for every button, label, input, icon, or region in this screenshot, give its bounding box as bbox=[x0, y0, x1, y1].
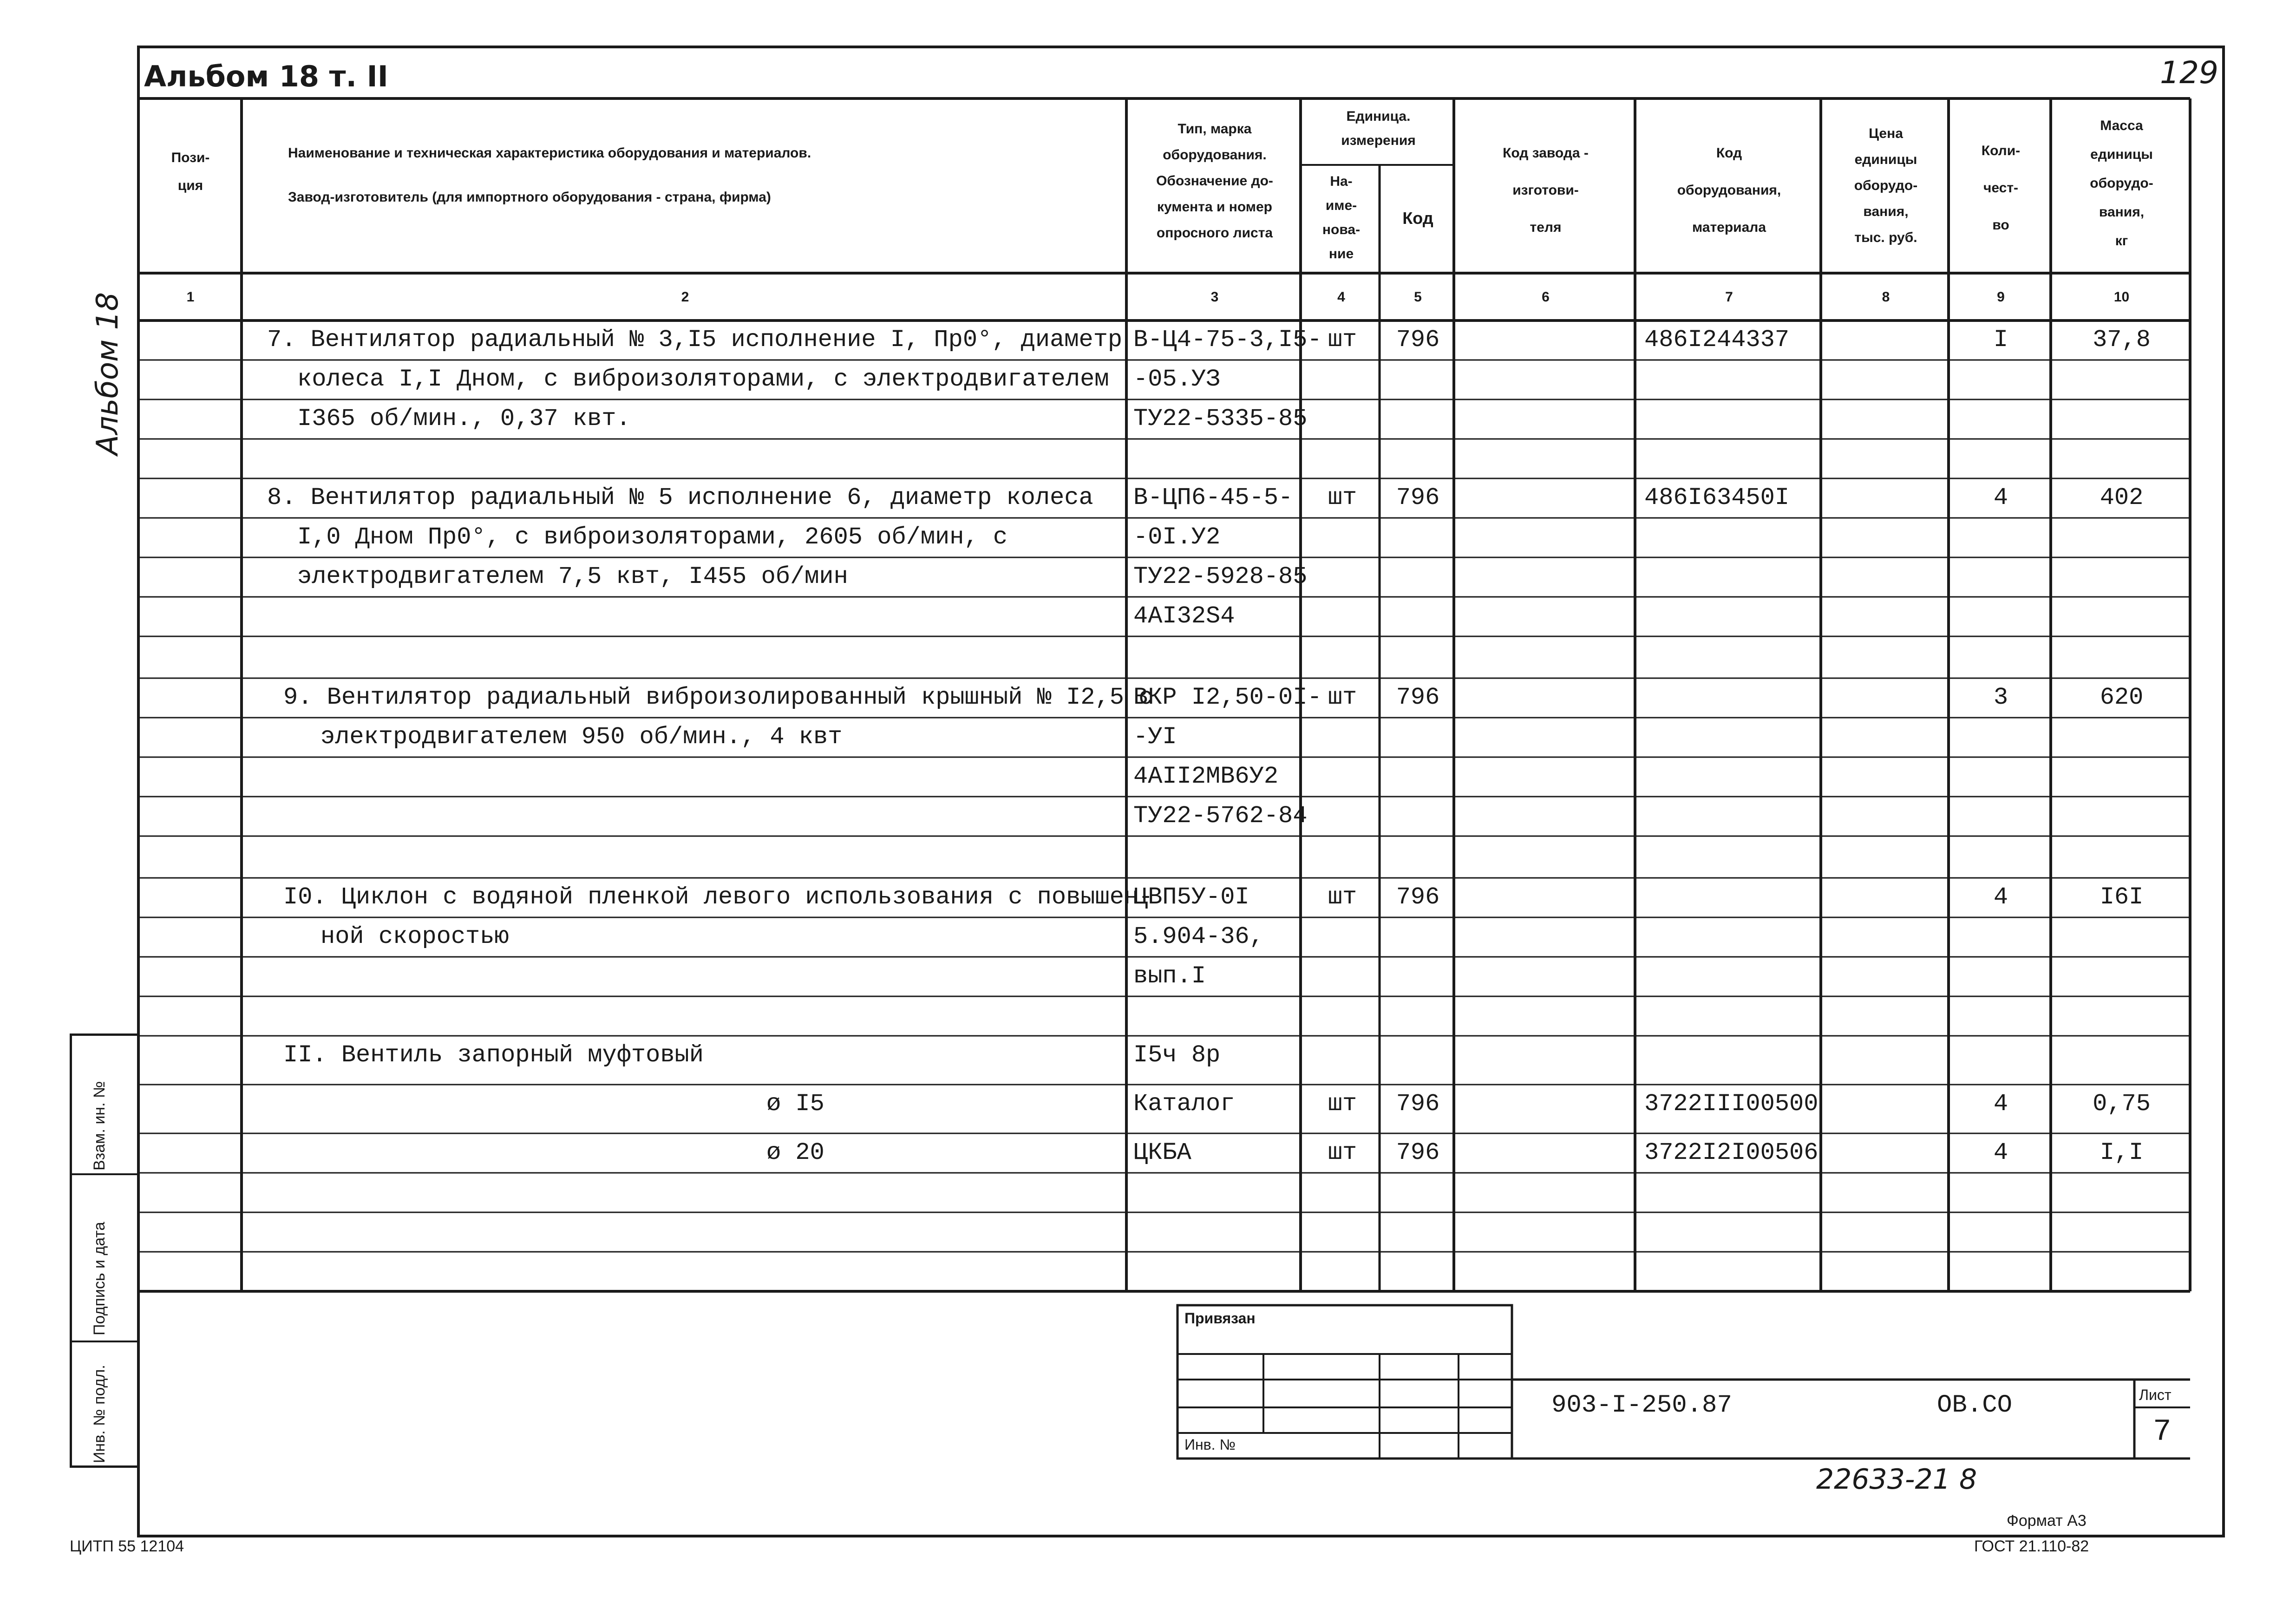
format-label: Формат А3 bbox=[2007, 1512, 2087, 1530]
row-name: ø 20 bbox=[766, 1139, 824, 1166]
strip-label-signature: Подпись и дата bbox=[91, 1222, 108, 1335]
row-mass: 37,8 bbox=[2093, 326, 2151, 353]
row-mass: I6I bbox=[2100, 883, 2144, 911]
row-quantity: 4 bbox=[1993, 1090, 2008, 1118]
row-type: В-Ц4-75-3,I5- bbox=[1133, 326, 1322, 353]
row-unit: шт bbox=[1328, 883, 1357, 911]
header-quantity: Коли- чест- во bbox=[1981, 143, 2021, 233]
row-unit-code: 796 bbox=[1396, 684, 1440, 711]
row-name: электродвигателем 950 об/мин., 4 квт bbox=[321, 723, 843, 751]
col-number: 7 bbox=[1725, 289, 1733, 305]
col-number: 2 bbox=[681, 289, 689, 305]
col-number: 9 bbox=[1997, 289, 2005, 305]
row-quantity: I bbox=[1993, 326, 2008, 353]
row-type: ЦВП5У-0I bbox=[1133, 883, 1249, 911]
col-number: 10 bbox=[2113, 289, 2130, 305]
row-name: 7. Вентилятор радиальный № 3,I5 исполнение I, Пр0°, диаметр bbox=[267, 326, 1123, 353]
archive-number: 22633-21 8 bbox=[1816, 1463, 1977, 1496]
row-unit: шт bbox=[1328, 326, 1357, 353]
row-name: I0. Циклон с водяной пленкой левого использования с повышен- bbox=[283, 883, 1153, 911]
row-mass: I,I bbox=[2100, 1139, 2144, 1166]
row-name: электродвигателем 7,5 квт, I455 об/мин bbox=[297, 563, 848, 590]
row-material-code: 3722III00500 bbox=[1644, 1090, 1818, 1118]
row-name: 8. Вентилятор радиальный № 5 исполнение 6, диаметр колеса bbox=[267, 484, 1093, 511]
album-label: Альбом 18 т. II bbox=[144, 59, 388, 93]
page-number: 129 bbox=[2160, 55, 2218, 91]
col-number: 1 bbox=[186, 289, 195, 305]
row-quantity: 3 bbox=[1993, 684, 2008, 711]
row-quantity: 4 bbox=[1993, 883, 2008, 911]
row-unit: шт bbox=[1328, 1090, 1357, 1118]
stamp-inv-no: Инв. № bbox=[1184, 1436, 1236, 1453]
gost-label: ГОСТ 21.110-82 bbox=[1974, 1537, 2089, 1555]
row-type: ЦКБА bbox=[1133, 1139, 1191, 1166]
header-position: Пози- ция bbox=[171, 150, 210, 193]
strip-label-exchange: Взам. ин. № bbox=[91, 1081, 108, 1171]
header-material-code: Код оборудования, материала bbox=[1677, 145, 1781, 235]
col-number: 5 bbox=[1414, 289, 1422, 305]
row-type: 4АI32S4 bbox=[1133, 602, 1235, 630]
header-price: Цена единицы оборудо- вания, тыс. руб. bbox=[1854, 126, 1918, 245]
header-mass: Масса единицы оборудо- вания, кг bbox=[2090, 118, 2153, 249]
row-type: Каталог bbox=[1133, 1090, 1235, 1118]
row-type: ТУ22-5335-85 bbox=[1133, 405, 1308, 432]
row-material-code: 3722I2I00506 bbox=[1644, 1139, 1818, 1166]
row-unit: шт bbox=[1328, 1139, 1357, 1166]
row-type: вып.I bbox=[1133, 962, 1206, 990]
row-unit-code: 796 bbox=[1396, 883, 1440, 911]
row-type: 5.904-36, bbox=[1133, 923, 1264, 950]
row-name: II. Вентиль запорный муфтовый bbox=[283, 1041, 704, 1069]
row-material-code: 486I63450I bbox=[1644, 484, 1790, 511]
row-unit: шт bbox=[1328, 684, 1357, 711]
col-number: 8 bbox=[1882, 289, 1890, 305]
row-name: I,0 Дном Пр0°, с виброизоляторами, 2605 об/мин, с bbox=[297, 523, 1008, 551]
row-type: ВКР I2,50-0I- bbox=[1133, 684, 1322, 711]
row-type: 4АII2МВ6У2 bbox=[1133, 763, 1279, 790]
header-unit-group: Единица. измерения bbox=[1341, 109, 1416, 148]
stamp-doc-code: 903-I-250.87 bbox=[1551, 1391, 1732, 1419]
row-name: I365 об/мин., 0,37 квт. bbox=[297, 405, 631, 432]
row-type: -05.УЗ bbox=[1133, 366, 1221, 393]
header-factory-code: Код завода - изготови- теля bbox=[1503, 145, 1589, 235]
row-unit-code: 796 bbox=[1396, 1090, 1440, 1118]
stamp-mark: ОВ.СО bbox=[1937, 1391, 2013, 1419]
row-name: 9. Вентилятор радиальный виброизолированный крышный № I2,5 с bbox=[283, 684, 1153, 711]
header-name-line1: Наименование и техническая характеристика оборудования и материалов. bbox=[288, 145, 811, 161]
row-name: ной скоростью bbox=[321, 923, 509, 950]
header-unit-code: Код bbox=[1402, 209, 1433, 228]
side-album-label: Альбом 18 bbox=[91, 292, 125, 455]
row-unit-code: 796 bbox=[1396, 326, 1440, 353]
row-name: ø I5 bbox=[766, 1090, 824, 1118]
row-mass: 402 bbox=[2100, 484, 2144, 511]
header-unit-name: На- име- нова- ние bbox=[1322, 174, 1361, 262]
stamp-privyazan: Привязан bbox=[1184, 1310, 1256, 1327]
strip-label-inventory: Инв. № подл. bbox=[91, 1365, 108, 1463]
row-type: I5ч 8р bbox=[1133, 1041, 1221, 1069]
row-mass: 0,75 bbox=[2093, 1090, 2151, 1118]
row-unit-code: 796 bbox=[1396, 484, 1440, 511]
row-material-code: 486I244337 bbox=[1644, 326, 1790, 353]
row-name: колеса I,I Дном, с виброизоляторами, с электродвигателем bbox=[297, 366, 1109, 393]
row-unit-code: 796 bbox=[1396, 1139, 1440, 1166]
stamp-sheet-number: 7 bbox=[2153, 1414, 2172, 1449]
row-type: В-ЦП6-45-5- bbox=[1133, 484, 1293, 511]
header-name-line2: Завод-изготовитель (для импортного оборудования - страна, фирма) bbox=[288, 190, 771, 205]
print-label: ЦИТП 55 12104 bbox=[70, 1537, 184, 1555]
col-number: 4 bbox=[1337, 289, 1345, 305]
row-quantity: 4 bbox=[1993, 484, 2008, 511]
row-type: ТУ22-5762-84 bbox=[1133, 802, 1308, 830]
row-quantity: 4 bbox=[1993, 1139, 2008, 1166]
stamp-sheet-label: Лист bbox=[2139, 1387, 2172, 1403]
row-type: -0I.У2 bbox=[1133, 523, 1221, 551]
col-number: 6 bbox=[1542, 289, 1550, 305]
row-type: -УI bbox=[1133, 723, 1177, 751]
header-type: Тип, марка оборудования. Обозначение до- кумента и номер опросного листа bbox=[1156, 121, 1273, 241]
col-number: 3 bbox=[1210, 289, 1219, 305]
row-mass: 620 bbox=[2100, 684, 2144, 711]
row-unit: шт bbox=[1328, 484, 1357, 511]
row-type: ТУ22-5928-85 bbox=[1133, 563, 1308, 590]
